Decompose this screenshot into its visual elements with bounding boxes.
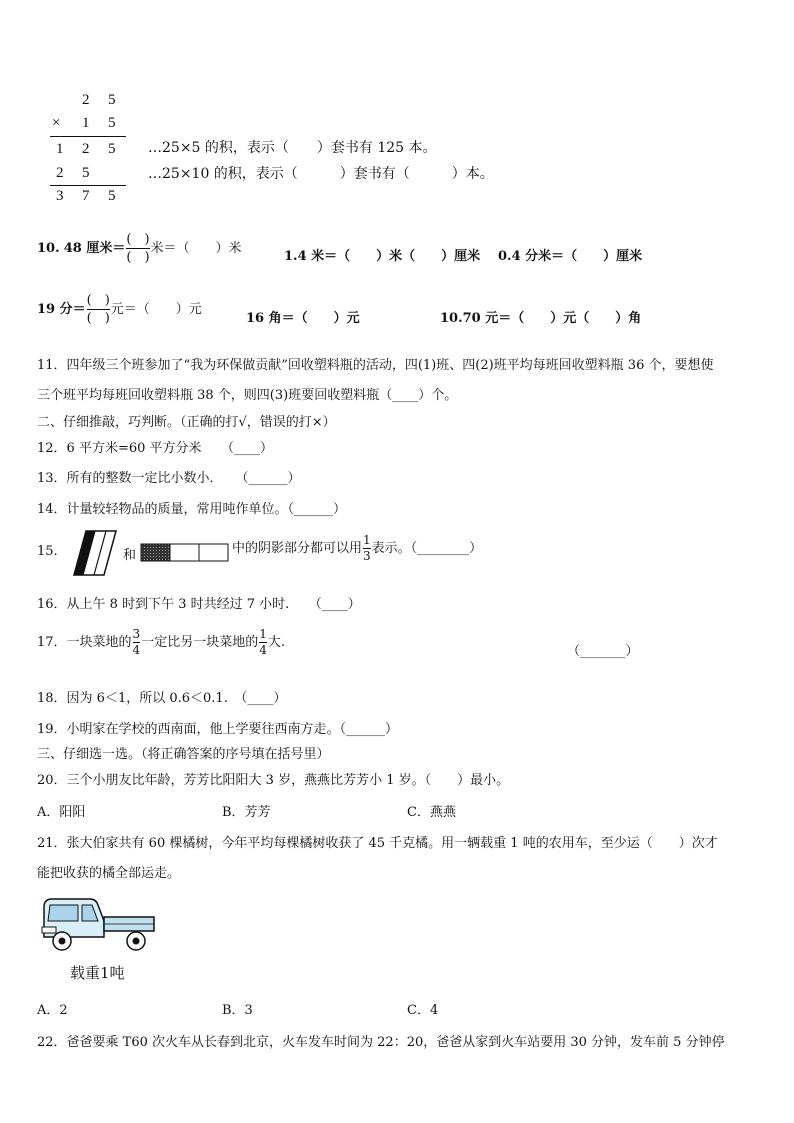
- question-11-line1: 11．四年级三个班参加了“我为环保做贡献”回收塑料瓶的活动，四(1)班、四(2)班平均每班回收塑料瓶 36 个，要想使: [37, 358, 714, 373]
- digit: 1: [56, 141, 64, 157]
- digit: 5: [108, 141, 116, 157]
- question-18: 18．因为 6＜1，所以 0.6＜0.1. （____）: [37, 691, 287, 706]
- question-19: 19．小明家在学校的西南面，他上学要往西南方走。（______）: [37, 722, 399, 737]
- question-21-option-a: A．2: [37, 1003, 68, 1018]
- mult-note-2: …25×10 的积，表示（ ）套书有（ ）本。: [148, 166, 494, 182]
- digit: 3: [56, 188, 64, 204]
- truck-rear-hub: [133, 938, 140, 945]
- truck-front-hub: [59, 938, 66, 945]
- question-15-text: 中的阴影部分都可以用 $\frac{1}{3}$ 表示。（________）: [232, 533, 483, 563]
- digit: 7: [82, 188, 90, 204]
- rule-line: [50, 136, 126, 137]
- question-20-stem: 20．三个小朋友比年龄，芳芳比阳阳大 3 岁，燕燕比芳芳小 1 岁。（ ）最小。: [37, 773, 510, 788]
- rule-line: [50, 185, 126, 186]
- question-21-option-c: C．4: [407, 1003, 439, 1018]
- times-sign: ×: [52, 115, 61, 131]
- question-10-part6: 10.70 元＝（ ）元（ ）角: [440, 311, 642, 326]
- question-22: 22．爸爸要乘 T60 次火车从长春到北京，火车发车时间为 22：20，爸爸从家到火车站要用 30 分钟，发车前 5 分钟停: [37, 1035, 725, 1050]
- question-12: 12．6 平方米=60 平方分米 （____）: [37, 441, 274, 456]
- shaded-cell: [141, 544, 170, 561]
- fraction-one-quarter: $\frac{1}{4}$: [259, 627, 267, 657]
- digit: 5: [108, 115, 116, 131]
- fraction-one-third: $\frac{1}{3}$: [363, 533, 371, 563]
- question-21-option-b: B．3: [222, 1003, 253, 1018]
- question-21-line1: 21．张大伯家共有 60 棵橘树，今年平均每棵橘树收获了 45 千克橘。用一辆载重 1 吨的农用车，至少运（ ）次才: [37, 836, 718, 851]
- question-10-part3: 0.4 分米＝（ ）厘米: [498, 249, 643, 264]
- question-11-line2: 三个班平均每班回收塑料瓶 38 个，则四(3)班要回收塑料瓶（____）个。: [37, 388, 458, 403]
- question-14: 14．计量较轻物品的质量，常用吨作单位。（______）: [37, 502, 347, 517]
- question-15-num: 15.: [37, 544, 58, 559]
- question-20-option-c: C．燕燕: [407, 805, 456, 820]
- question-17: 17．一块菜地的 $\frac{3}{4}$ 一定比另一块菜地的 $\frac{1}{4}$ 大.: [37, 627, 285, 657]
- bar-figure: [140, 543, 230, 563]
- digit: 5: [108, 92, 116, 108]
- question-10-part5: 16 角＝（ ）元: [246, 311, 360, 326]
- question-15-and: 和: [123, 548, 137, 563]
- digit: 1: [82, 115, 90, 131]
- truck-caption: 载重1吨: [70, 964, 125, 982]
- question-20-option-a: A．阳阳: [37, 805, 86, 820]
- digit: 2: [82, 92, 90, 108]
- digit: 5: [82, 165, 90, 181]
- question-17-blank: （_______）: [567, 644, 639, 659]
- question-10-line2: 19 分＝ $\frac{( )}{( )}$ 元＝（ ）元: [37, 293, 202, 326]
- fraction-three-quarters: $\frac{3}{4}$: [132, 627, 141, 657]
- digit: 2: [56, 165, 64, 181]
- parallelogram-figure: [66, 529, 122, 577]
- digit: 2: [82, 141, 90, 157]
- fraction-blank: $\frac{( )}{( )}$: [86, 293, 110, 326]
- question-10-line1: 10. 48 厘米＝ $\frac{( )}{( )}$ 米＝（ ）米: [37, 232, 242, 265]
- empty-cell: [170, 544, 199, 561]
- section-2-heading: 二、仔细推敲，巧判断。（正确的打√，错误的打×）: [37, 415, 336, 430]
- question-10-part2: 1.4 米＝（ ）米（ ）厘米: [284, 249, 481, 264]
- vertical-multiplication: [50, 88, 130, 208]
- question-16: 16．从上午 8 时到下午 3 时共经过 7 小时. （____）: [37, 597, 361, 612]
- digit: 5: [108, 188, 116, 204]
- question-21-line2: 能把收获的橘全部运走。: [37, 866, 181, 881]
- empty-cell: [199, 544, 228, 561]
- question-20-option-b: B．芳芳: [222, 805, 271, 820]
- question-13: 13．所有的整数一定比小数小． （______）: [37, 471, 301, 486]
- fraction-blank: $\frac{( )}{( )}$: [126, 232, 150, 265]
- truck-bumper: [42, 927, 56, 933]
- truck-illustration: [38, 893, 158, 955]
- truck-windshield: [48, 905, 78, 921]
- mult-note-1: …25×5 的积，表示（ ）套书有 125 本。: [148, 140, 437, 156]
- section-3-heading: 三、仔细选一选。（将正确答案的序号填在括号里）: [37, 747, 330, 762]
